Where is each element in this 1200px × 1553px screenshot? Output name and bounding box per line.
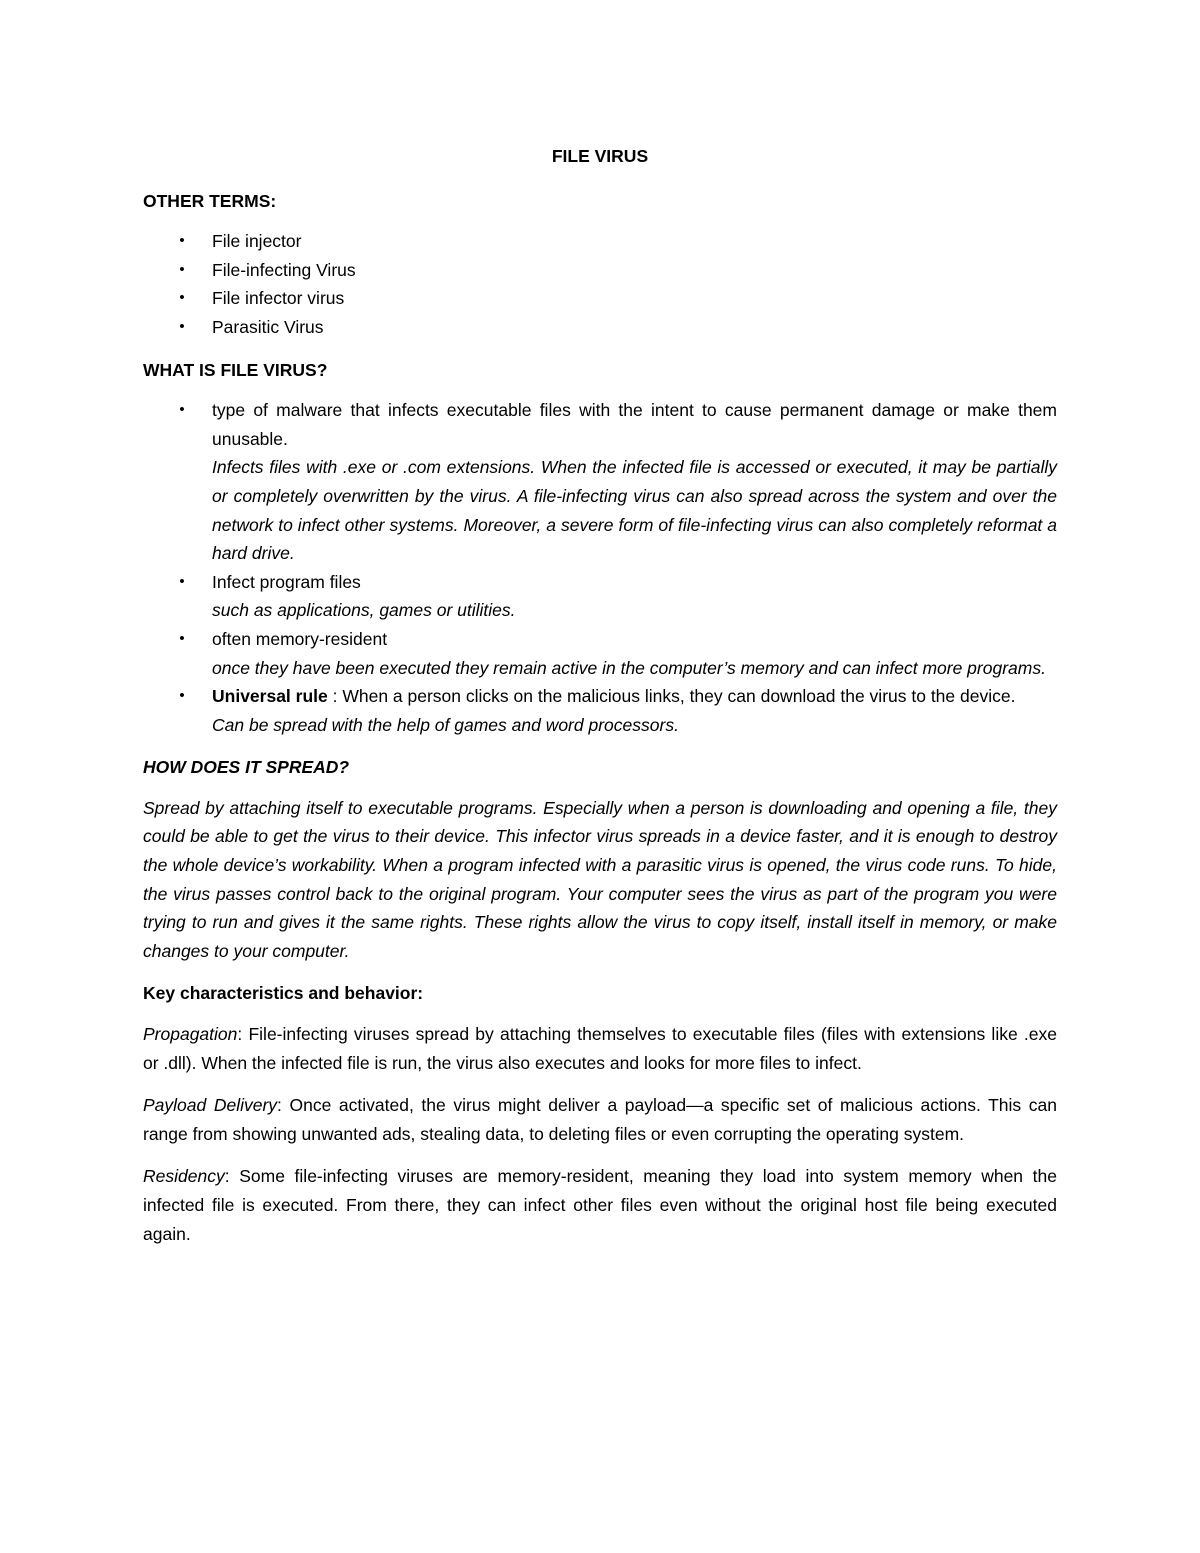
list-item [143, 396, 1057, 568]
list-item-text: File injector [212, 231, 302, 252]
characteristic-term: Residency [143, 1166, 225, 1187]
characteristic-term: Payload Delivery [143, 1095, 278, 1116]
list-item-detail: once they have been executed they remain active in the computer’s memory and can infect more programs. [212, 657, 1046, 678]
what-is-heading: WHAT IS FILE VIRUS? [143, 359, 328, 380]
list-item-text: Parasitic Virus [212, 316, 324, 337]
list-item-text: often memory-resident [212, 628, 388, 649]
characteristic-paragraph [143, 1162, 1057, 1248]
document-title: FILE VIRUS [551, 146, 649, 166]
characteristic-paragraph [143, 1091, 1057, 1148]
list-item-text: type of malware that infects executable files with the intent to cause permanent damage or make them unusable. [212, 400, 1057, 449]
characteristic-term: Propagation [143, 1024, 238, 1045]
how-spread-heading: HOW DOES IT SPREAD? [143, 757, 350, 778]
characteristics-heading: Key characteristics and behavior: [143, 983, 424, 1004]
list-item [143, 284, 1057, 313]
characteristic-text: : Once activated, the virus might deliver a payload—a specific set of malicious actions. This can range from showing unwanted ads, stealing data, to deleting files or even corrupting the operating system. [143, 1095, 1057, 1144]
characteristic-paragraph [143, 1020, 1057, 1077]
characteristic-text: : File-infecting viruses spread by attaching themselves to executable files (files with extensions like .exe or .dll). When the infected file is run, the virus also executes and looks for more files to infect. [143, 1024, 1057, 1073]
other-terms-list [143, 227, 1057, 341]
characteristic-text: : Some file-infecting viruses are memory-resident, meaning they load into system memory when the infected file is executed. From there, they can infect other files even without the original host file being executed again. [143, 1166, 1057, 1244]
list-item [143, 313, 1057, 342]
list-item-text: File infector virus [212, 288, 345, 309]
bullet-icon: • [179, 317, 185, 335]
list-item [143, 625, 1057, 682]
list-item-text: File-infecting Virus [212, 259, 356, 280]
list-item [143, 682, 1057, 739]
bullet-icon: • [179, 687, 185, 705]
list-item-detail: Can be spread with the help of games and word processors. [212, 714, 679, 735]
what-is-list [143, 396, 1057, 739]
bullet-icon: • [179, 629, 185, 647]
how-spread-body: Spread by attaching itself to executable programs. Especially when a person is downloading and opening a file, they could be able to get the virus to their device. This infector virus spreads in a device faster, and it is enough to destroy the whole device’s workability. When a program infected with a parasitic virus is opened, the virus code runs. To hide, the virus passes control back to the original program. Your computer sees the virus as part of the program you were trying to run and gives it the same rights. These rights allow the virus to copy itself, install itself in memory, or make changes to your computer. [143, 797, 1057, 961]
universal-rule-label: Universal rule [212, 686, 328, 707]
list-item [143, 227, 1057, 256]
bullet-icon: • [179, 401, 185, 419]
bullet-icon: • [179, 572, 185, 590]
bullet-icon: • [179, 232, 185, 250]
list-item-detail: such as applications, games or utilities. [212, 600, 516, 621]
document-page [143, 140, 1057, 1262]
list-item [143, 256, 1057, 285]
bullet-icon: • [179, 289, 185, 307]
list-item-detail: Infects files with .exe or .com extensions. When the infected file is accessed or executed, it may be partially or completely overwritten by the virus. A file-infecting virus can also spread across the system and over the network to infect other systems. Moreover, a severe form of file-infecting virus can also completely reformat a hard drive. [212, 457, 1057, 564]
list-item [143, 568, 1057, 625]
list-item-text: : When a person clicks on the malicious links, they can download the virus to the device. [327, 686, 1016, 707]
bullet-icon: • [179, 260, 185, 278]
list-item-text: Infect program files [212, 571, 361, 592]
other-terms-heading: OTHER TERMS: [143, 190, 277, 211]
